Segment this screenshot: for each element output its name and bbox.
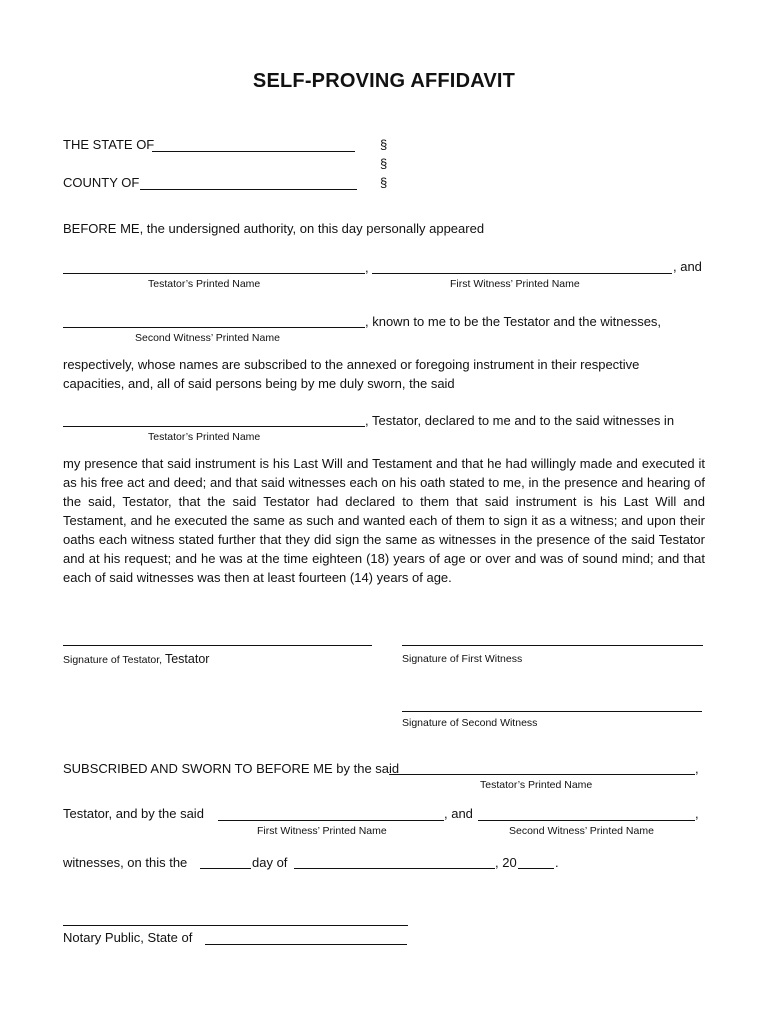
state-field[interactable] xyxy=(152,151,355,152)
county-label: COUNTY OF xyxy=(63,175,140,190)
sworn-first-witness-field[interactable] xyxy=(218,820,444,821)
first-witness-caption: First Witness’ Printed Name xyxy=(450,278,580,290)
section-mark: § xyxy=(380,156,388,171)
testator-caption: Testator’s Printed Name xyxy=(148,431,261,443)
known-text: , known to me to be the Testator and the witnesses, xyxy=(365,314,662,329)
county-field[interactable] xyxy=(140,189,357,190)
testator-name-field[interactable] xyxy=(63,273,365,274)
testator-and-text: Testator, and by the said xyxy=(63,806,204,821)
section-mark: § xyxy=(380,137,388,152)
second-witness-caption: Second Witness’ Printed Name xyxy=(135,332,280,344)
period-text: . xyxy=(555,855,559,870)
body-paragraph: my presence that said instrument is his Last Will and Testament and that he had willingly made and executed it as his free act and deed; and that said witnesses each on his oath stated to me, in the presence and hearing of the said, Testator, that the said Testator had declared to them that said instrument is his Last Will and Testament, and he executed the same as such and wanted each of them to sign it as a witness; and upon their oaths each witness stated further that they did sign the same as witnesses in the presence of the said Testator and at his request; and he was at the time eighteen (18) years of age or over and was of sound mind; and that each of said witnesses was then at least fourteen (14) years of age. xyxy=(63,456,705,585)
sworn-testator-caption: Testator’s Printed Name xyxy=(480,779,593,791)
comma-text: , xyxy=(695,806,699,821)
notary-signature-line[interactable] xyxy=(63,925,408,926)
testator-declared-field[interactable] xyxy=(63,426,365,427)
state-label: THE STATE OF xyxy=(63,137,155,152)
testator-signature-caption: Signature of Testator, Testator xyxy=(63,652,210,666)
first-witness-name-field[interactable] xyxy=(372,273,672,274)
day-field[interactable] xyxy=(200,868,251,869)
sworn-second-witness-caption: Second Witness’ Printed Name xyxy=(509,825,654,837)
section-mark: § xyxy=(380,175,388,190)
sworn-text: SUBSCRIBED AND SWORN TO BEFORE ME by the said xyxy=(63,761,400,776)
page-title: SELF-PROVING AFFIDAVIT xyxy=(252,70,516,92)
year-prefix-text: , 20 xyxy=(495,855,517,870)
and-text: , and xyxy=(673,259,702,274)
month-field[interactable] xyxy=(294,868,495,869)
comma-text: , xyxy=(365,260,369,275)
first-witness-signature-line[interactable] xyxy=(402,645,703,646)
notary-state-field[interactable] xyxy=(205,944,407,945)
sworn-testator-field[interactable] xyxy=(389,774,695,775)
first-witness-signature-caption: Signature of First Witness xyxy=(402,653,523,665)
witnesses-date-text: witnesses, on this the xyxy=(63,855,188,870)
intro-text: BEFORE ME, the undersigned authority, on this day personally appeared xyxy=(63,221,485,236)
and-text: , and xyxy=(444,806,473,821)
second-witness-signature-line[interactable] xyxy=(402,711,702,712)
respectively-paragraph: respectively, whose names are subscribed to the annexed or foregoing instrument in their respective capacities, and, all of said persons being by me duly sworn, the said xyxy=(63,357,640,391)
second-witness-name-field[interactable] xyxy=(63,327,365,328)
comma-text: , xyxy=(695,761,699,776)
day-of-text: day of xyxy=(252,855,288,870)
sworn-second-witness-field[interactable] xyxy=(478,820,695,821)
testator-signature-line[interactable] xyxy=(63,645,372,646)
declared-text: , Testator, declared to me and to the said witnesses in xyxy=(365,413,675,428)
year-field[interactable] xyxy=(518,868,554,869)
sworn-first-witness-caption: First Witness’ Printed Name xyxy=(257,825,387,837)
testator-caption: Testator’s Printed Name xyxy=(148,278,261,290)
notary-label: Notary Public, State of xyxy=(63,930,193,945)
second-witness-signature-caption: Signature of Second Witness xyxy=(402,717,538,729)
